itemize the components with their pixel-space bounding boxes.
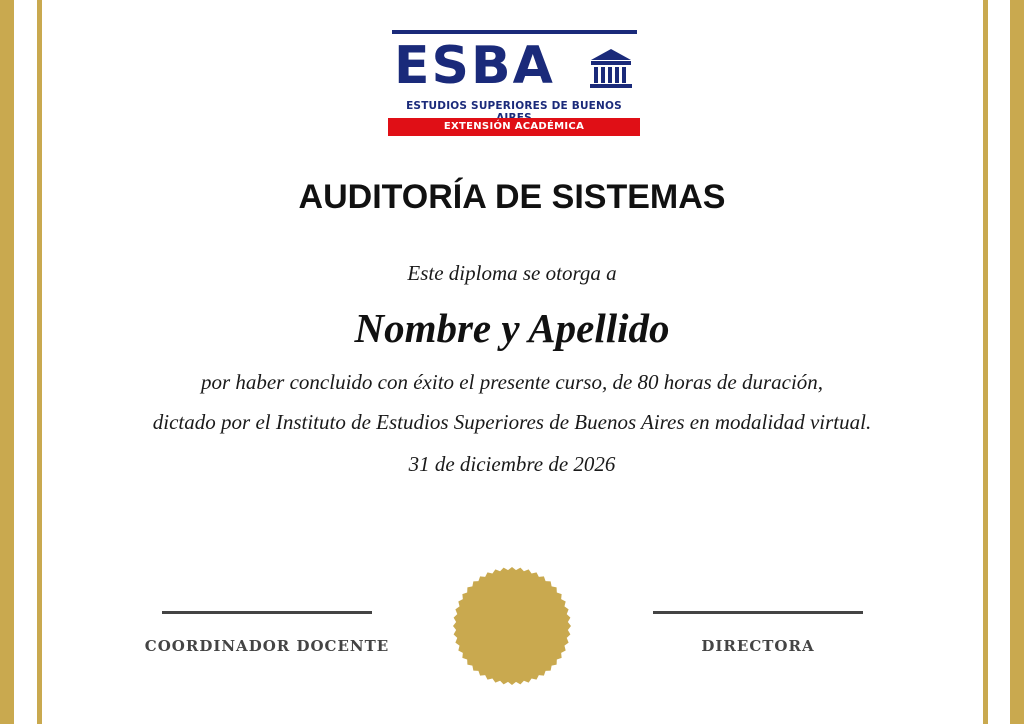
issue-date: 31 de diciembre de 2026 [408, 452, 616, 476]
logo-top-rule [392, 30, 637, 34]
border-left-outer [0, 0, 14, 724]
recipient-name: Nombre y Apellido [354, 305, 670, 351]
award-intro: Este diploma se otorga a [407, 261, 617, 285]
esba-logo [388, 30, 640, 138]
signature-line-coordinator [162, 611, 372, 614]
signature-label-director: DIRECTORA [701, 637, 815, 655]
building-columns-icon [588, 46, 634, 92]
border-right-outer [1010, 0, 1024, 724]
border-right-inner [983, 0, 988, 724]
logo-red-band: EXTENSIÓN ACADÉMICA [388, 118, 640, 136]
logo-subtitle: ESTUDIOS SUPERIORES DE BUENOS [406, 100, 622, 112]
signature-label-coordinator: COORDINADOR DOCENTE [144, 637, 390, 655]
course-title: AUDITORÍA DE SISTEMAS [298, 178, 726, 216]
border-left-inner [37, 0, 42, 724]
gold-seal-icon [452, 566, 572, 686]
logo-wordmark: ESBA [394, 36, 555, 96]
completion-text-line-1: por haber concluido con éxito el presente curso, de 80 horas de duración, [200, 370, 824, 394]
signature-line-director [653, 611, 863, 614]
completion-text-line-2: dictado por el Instituto de Estudios Superiores de Buenos Aires en modalidad virtual. [152, 410, 872, 434]
